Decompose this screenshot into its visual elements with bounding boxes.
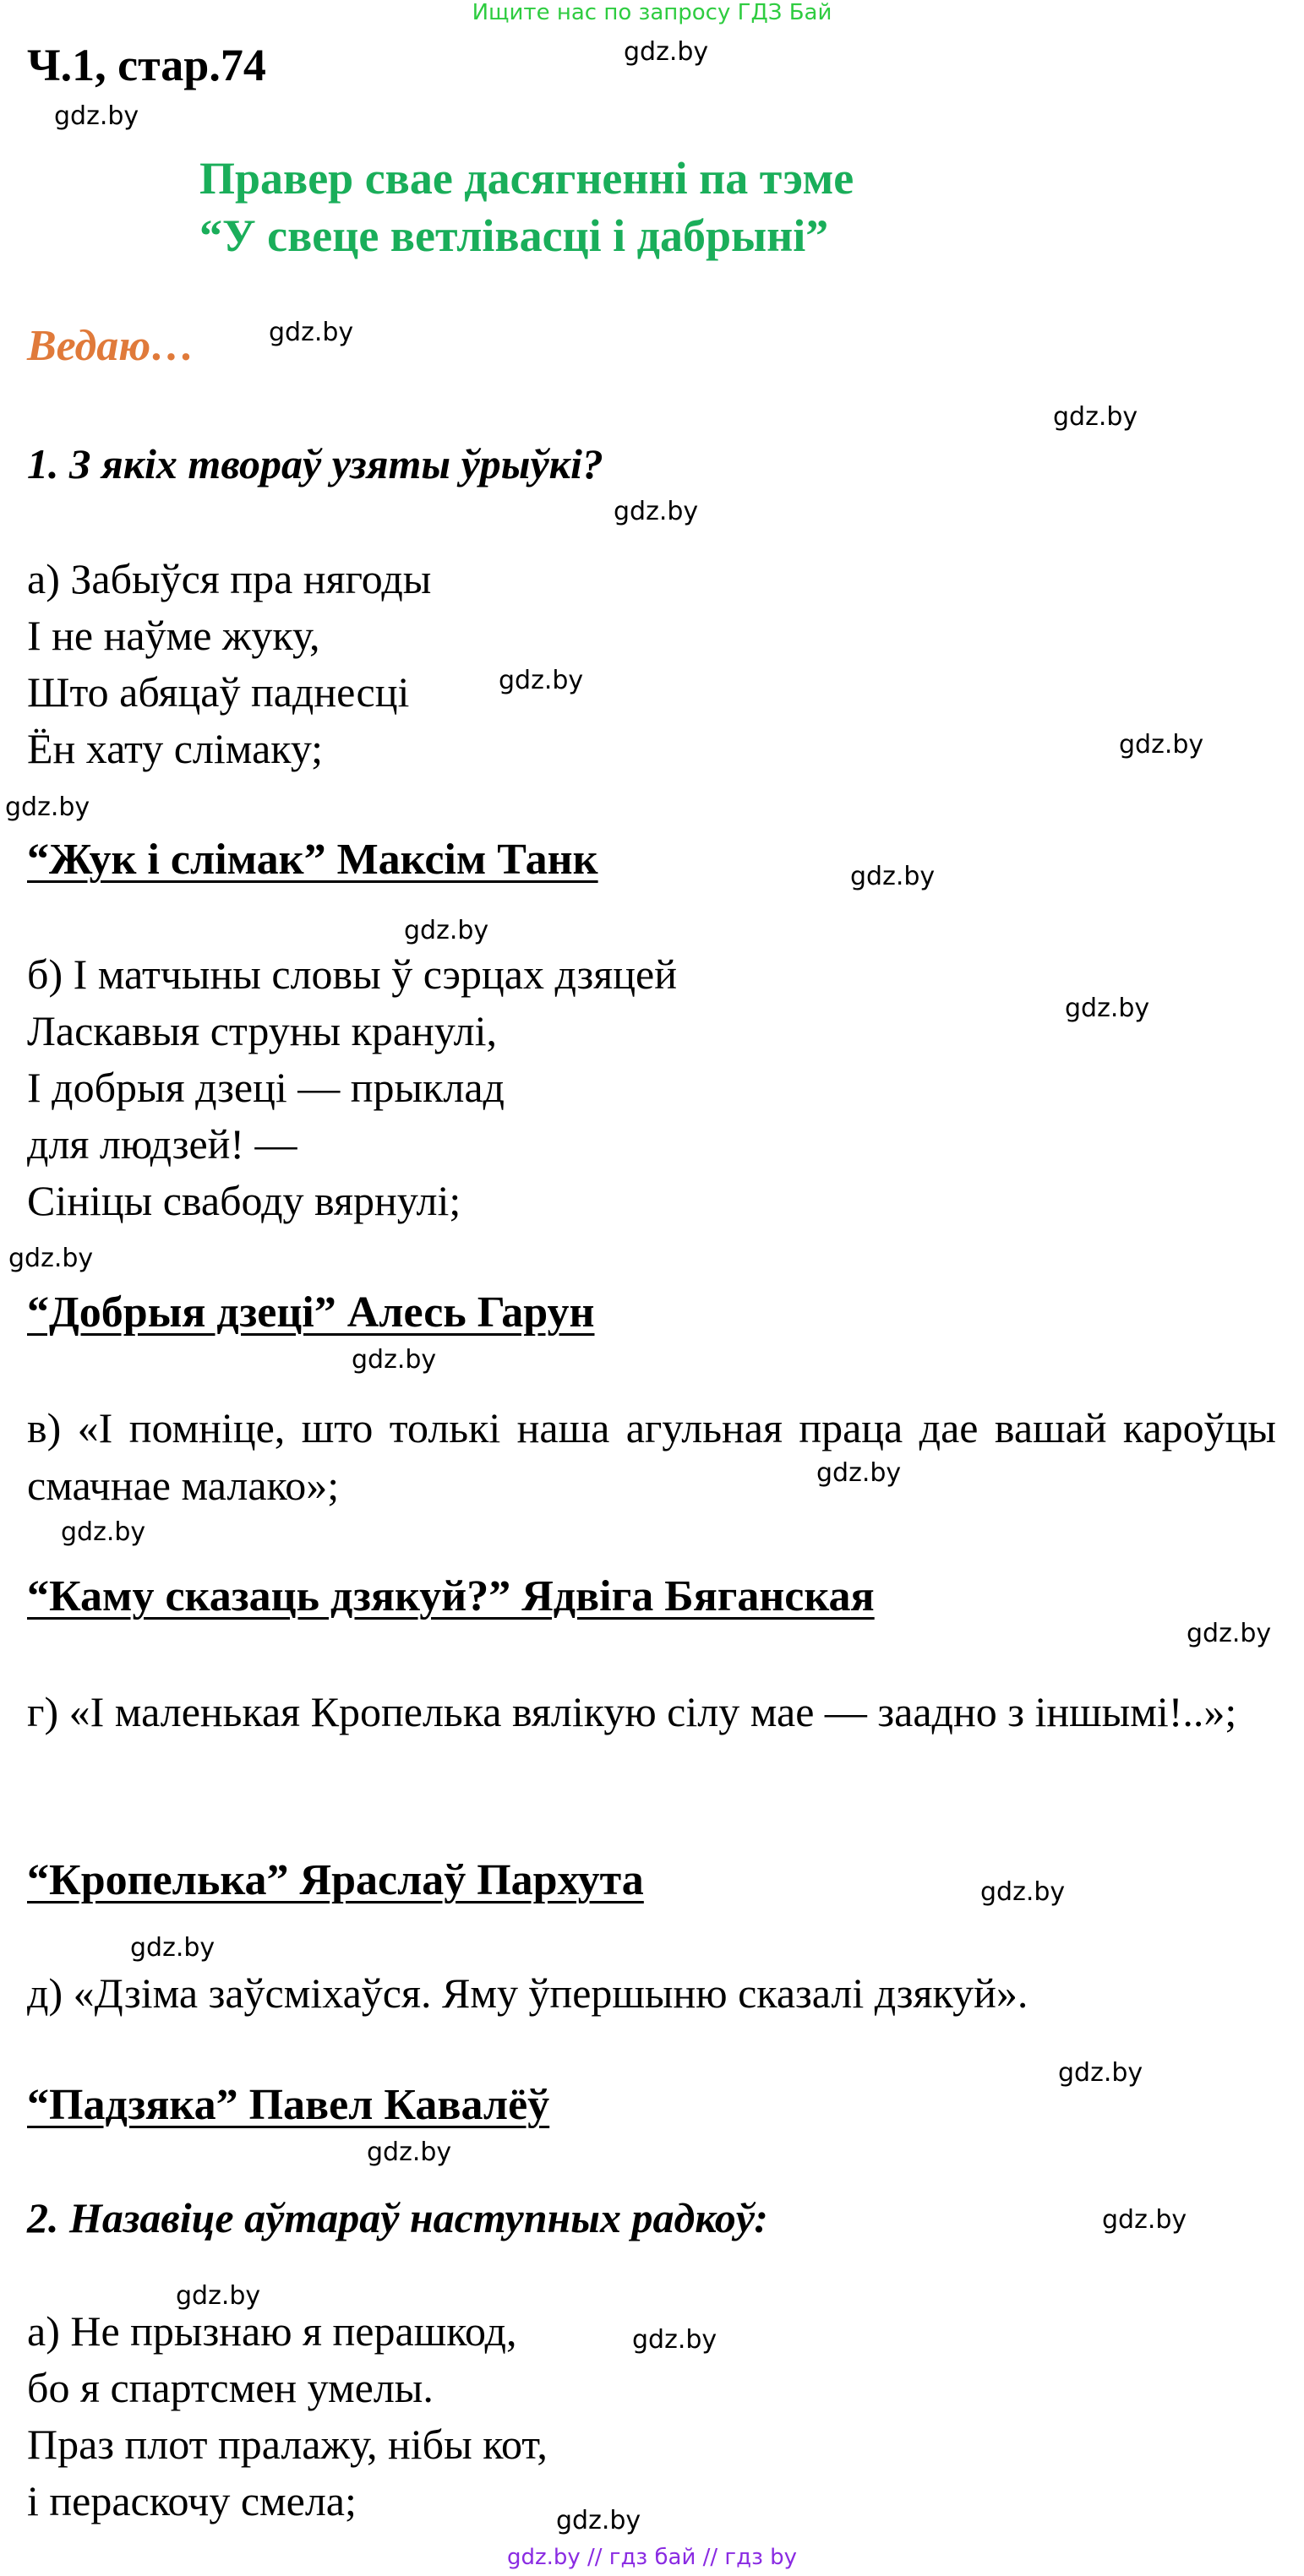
watermark: gdz.by bbox=[1053, 402, 1138, 432]
quote-c: в) «І помніце, што толькі наша агульная праца дае вашай кароўцы смачнае малако»; bbox=[27, 1404, 1276, 1509]
verse-line: Праз плот пралажу, нібы кот, bbox=[27, 2421, 548, 2468]
watermark: gdz.by bbox=[632, 2325, 717, 2355]
verse-line: І добрыя дзеці — прыклад bbox=[27, 1064, 505, 1111]
watermark: gdz.by bbox=[1119, 730, 1204, 760]
watermark: gdz.by bbox=[61, 1517, 146, 1547]
watermark: gdz.by bbox=[352, 1345, 437, 1375]
watermark: gdz.by bbox=[980, 1877, 1066, 1907]
watermark: gdz.by bbox=[404, 916, 489, 945]
verse-line: для людзей! — bbox=[27, 1120, 297, 1168]
bottom-banner: gdz.by // гдз бай // гдз by bbox=[506, 2545, 798, 2570]
answer-a: “Жук і слімак” Максім Танк bbox=[27, 836, 598, 884]
answer-b: “Добрыя дзеці” Алесь Гарун bbox=[27, 1288, 595, 1337]
watermark: gdz.by bbox=[614, 497, 699, 526]
question-2: 2. Назавіце аўтараў наступных радкоў: bbox=[27, 2194, 768, 2241]
watermark: gdz.by bbox=[1187, 1619, 1272, 1648]
watermark: gdz.by bbox=[269, 318, 354, 347]
answer-e: “Падзяка” Павел Кавалёў bbox=[27, 2081, 550, 2129]
watermark: gdz.by bbox=[130, 1933, 216, 1963]
verse-line: бо я спартсмен умелы. bbox=[27, 2364, 434, 2411]
watermark: gdz.by bbox=[1065, 994, 1150, 1023]
answer-d: “Кропелька” Яраслаў Пархута bbox=[27, 1856, 644, 1904]
watermark: gdz.by bbox=[5, 792, 90, 822]
watermark: gdz.by bbox=[850, 862, 936, 891]
watermark: gdz.by bbox=[816, 1458, 902, 1488]
watermark: gdz.by bbox=[176, 2281, 261, 2311]
verse-line: Ён хату слімаку; bbox=[27, 725, 324, 772]
quote-d: г) «І маленькая Кропелька вялікую сілу мае — заадно з іншымі!..»; bbox=[27, 1688, 1237, 1735]
watermark: gdz.by bbox=[367, 2138, 452, 2167]
watermark: gdz.by bbox=[499, 666, 584, 695]
question-1: 1. З якіх твораў узяты ўрыўкі? bbox=[27, 440, 603, 487]
watermark: gdz.by bbox=[8, 1244, 94, 1273]
page-reference: Ч.1, стар.74 bbox=[27, 40, 266, 90]
verse-line: І не наўме жуку, bbox=[27, 612, 320, 659]
verse-line: б) І матчыны словы ў сэрцах дзяцей bbox=[27, 950, 677, 998]
watermark: gdz.by bbox=[556, 2506, 641, 2535]
verse-line: Сініцы свабоду вярнулі; bbox=[27, 1177, 461, 1224]
watermark: gdz.by bbox=[1058, 2058, 1143, 2088]
answer-c: “Каму сказаць дзякуй?” Ядвіга Бяганская bbox=[27, 1572, 875, 1620]
subheading-know: Ведаю… bbox=[27, 322, 195, 370]
verse-line: а) Не прызнаю я перашкод, bbox=[27, 2307, 517, 2355]
verse-line: Што абяцаў паднесці bbox=[27, 668, 410, 716]
watermark: gdz.by bbox=[1102, 2205, 1187, 2235]
verse-line: і пераскочу смела; bbox=[27, 2477, 357, 2524]
title-line-1: Правер свае дасягненні па тэме bbox=[199, 153, 854, 204]
quote-e: д) «Дзіма заўсміхаўся. Яму ўпершыню сказалі дзякуй». bbox=[27, 1969, 1028, 2017]
verse-line: Ласкавыя струны кранулі, bbox=[27, 1007, 497, 1054]
verse-line: а) Забыўся пра нягоды bbox=[27, 555, 432, 602]
watermark: gdz.by bbox=[54, 101, 139, 131]
title-line-2: “У свеце ветлівасці і дабрыні” bbox=[199, 210, 829, 261]
top-banner: Ищите нас по запросу ГДЗ Бай bbox=[472, 0, 832, 25]
watermark: gdz.by bbox=[624, 37, 709, 67]
